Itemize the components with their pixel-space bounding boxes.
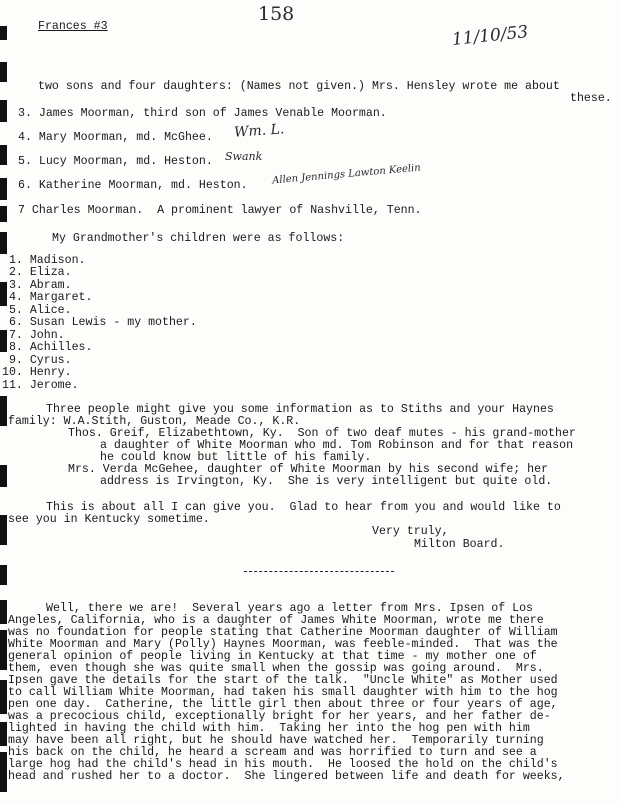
text-line: lighted in having the child with him. Taking her into the hog pen with him bbox=[8, 722, 530, 735]
margin-mark bbox=[0, 232, 7, 254]
list-item: 5. Alice. bbox=[2, 304, 72, 317]
text-line: Three people might give you some information as to Stiths and your Haynes bbox=[46, 403, 554, 416]
text-line: White Moorman and Mary (Polly) Haynes Moorman, was feeble-minded. That was the bbox=[8, 638, 558, 651]
handwritten-date: 11/10/53 bbox=[451, 22, 530, 50]
text-line: these. bbox=[570, 92, 612, 105]
text-line: them, even though she was quite small when the gossip was going around. Mrs. bbox=[8, 662, 544, 675]
page-title: Frances #3 bbox=[38, 20, 108, 33]
margin-mark bbox=[0, 178, 7, 200]
list-item: 7 Charles Moorman. A prominent lawyer of Nashville, Tenn. bbox=[18, 204, 422, 217]
closing: Very truly, bbox=[372, 525, 449, 538]
margin-mark bbox=[0, 752, 7, 792]
signature-name: Milton Board. bbox=[414, 538, 505, 551]
list-item: 9. Cyrus. bbox=[2, 354, 72, 367]
list-item: 3. James Moorman, third son of James Venable Moorman. bbox=[18, 107, 387, 120]
margin-mark bbox=[0, 62, 7, 82]
margin-mark bbox=[0, 565, 7, 585]
text-line: Well, there we are! Several years ago a letter from Mrs. Ipsen of Los bbox=[46, 602, 534, 615]
text-line: he could know but little of his family. bbox=[100, 451, 372, 464]
list-item: 11. Jerome. bbox=[2, 379, 79, 392]
text-line: two sons and four daughters: (Names not given.) Mrs. Hensley wrote me about bbox=[38, 80, 560, 93]
list-item: 8. Achilles. bbox=[2, 341, 93, 354]
list-item: 3. Abram. bbox=[2, 279, 72, 292]
separator-rule bbox=[244, 571, 394, 572]
handwritten-note: Wm. L. bbox=[233, 121, 285, 141]
text-line: address is Irvington, Ky. She is very intelligent but quite old. bbox=[100, 475, 553, 488]
margin-mark bbox=[0, 26, 7, 40]
list-item: 7. John. bbox=[2, 329, 65, 342]
text-line: pen one day. Catherine, the little girl then about three or four years of age, bbox=[8, 698, 558, 711]
margin-mark bbox=[0, 680, 7, 714]
section-heading: My Grandmother's children were as follows: bbox=[52, 232, 345, 245]
text-line: to call William White Moorman, had taken his small daughter with him to the hog bbox=[8, 686, 558, 699]
margin-mark bbox=[0, 145, 7, 165]
margin-mark bbox=[0, 396, 7, 426]
margin-mark bbox=[0, 100, 7, 122]
text-line: was no foundation for people stating that Catherine Moorman daughter of William bbox=[8, 626, 558, 639]
list-item: 2. Eliza. bbox=[2, 266, 72, 279]
margin-mark bbox=[0, 600, 7, 624]
text-line: This is about all I can give you. Glad to hear from you and would like to bbox=[46, 501, 561, 514]
text-line: his back on the child, he heard a scream and was horrified to turn and see a bbox=[8, 746, 537, 759]
margin-mark bbox=[0, 515, 7, 545]
margin-mark bbox=[0, 630, 7, 670]
handwritten-note: Swank bbox=[225, 150, 263, 163]
list-item: 6. Katherine Moorman, md. Heston. bbox=[18, 179, 248, 192]
margin-mark bbox=[0, 206, 7, 222]
text-line: was a precocious child, exceptionally bright for her years, and her father de- bbox=[8, 710, 551, 723]
text-line: Thos. Greif, Elizabethtown, Ky. Son of two deaf mutes - his grand-mother bbox=[68, 427, 576, 440]
list-item: 4. Margaret. bbox=[2, 291, 93, 304]
page-number: 158 bbox=[258, 3, 295, 25]
text-line: Angeles, California, who is a daughter of James White Moorman, wrote me there bbox=[8, 614, 544, 627]
text-line: Ipsen gave the details for the start of the talk. "Uncle White" as Mother used bbox=[8, 674, 558, 687]
handwritten-note: Allen Jennings Lawton Keelin bbox=[271, 162, 422, 187]
list-item: 4. Mary Moorman, md. McGhee. bbox=[18, 131, 213, 144]
text-line: family: W.A.Stith, Guston, Meade Co., K.R. bbox=[8, 415, 301, 428]
list-item: 6. Susan Lewis - my mother. bbox=[2, 316, 197, 329]
list-item: 10. Henry. bbox=[2, 366, 72, 379]
text-line: see you in Kentucky sometime. bbox=[8, 513, 210, 526]
margin-mark bbox=[0, 465, 7, 487]
text-line: Mrs. Verda McGehee, daughter of White Moorman by his second wife; her bbox=[68, 463, 549, 476]
list-item: 1. Madison. bbox=[2, 254, 86, 267]
text-line: general opinion of people living in Kentucky at that time - my mother one of bbox=[8, 650, 537, 663]
text-line: a daughter of White Moorman who md. Tom Robinson and for that reason bbox=[100, 439, 574, 452]
list-item: 5. Lucy Moorman, md. Heston. bbox=[18, 155, 213, 168]
text-line: may have been all right, but he should have watched her. Temporarily turning bbox=[8, 734, 544, 747]
margin-mark bbox=[0, 722, 7, 746]
text-line: head and rushed her to a doctor. She lingered between life and death for weeks, bbox=[8, 770, 565, 783]
text-line: large hog had the child's head in his mouth. He loosed the hold on the child's bbox=[8, 758, 558, 771]
